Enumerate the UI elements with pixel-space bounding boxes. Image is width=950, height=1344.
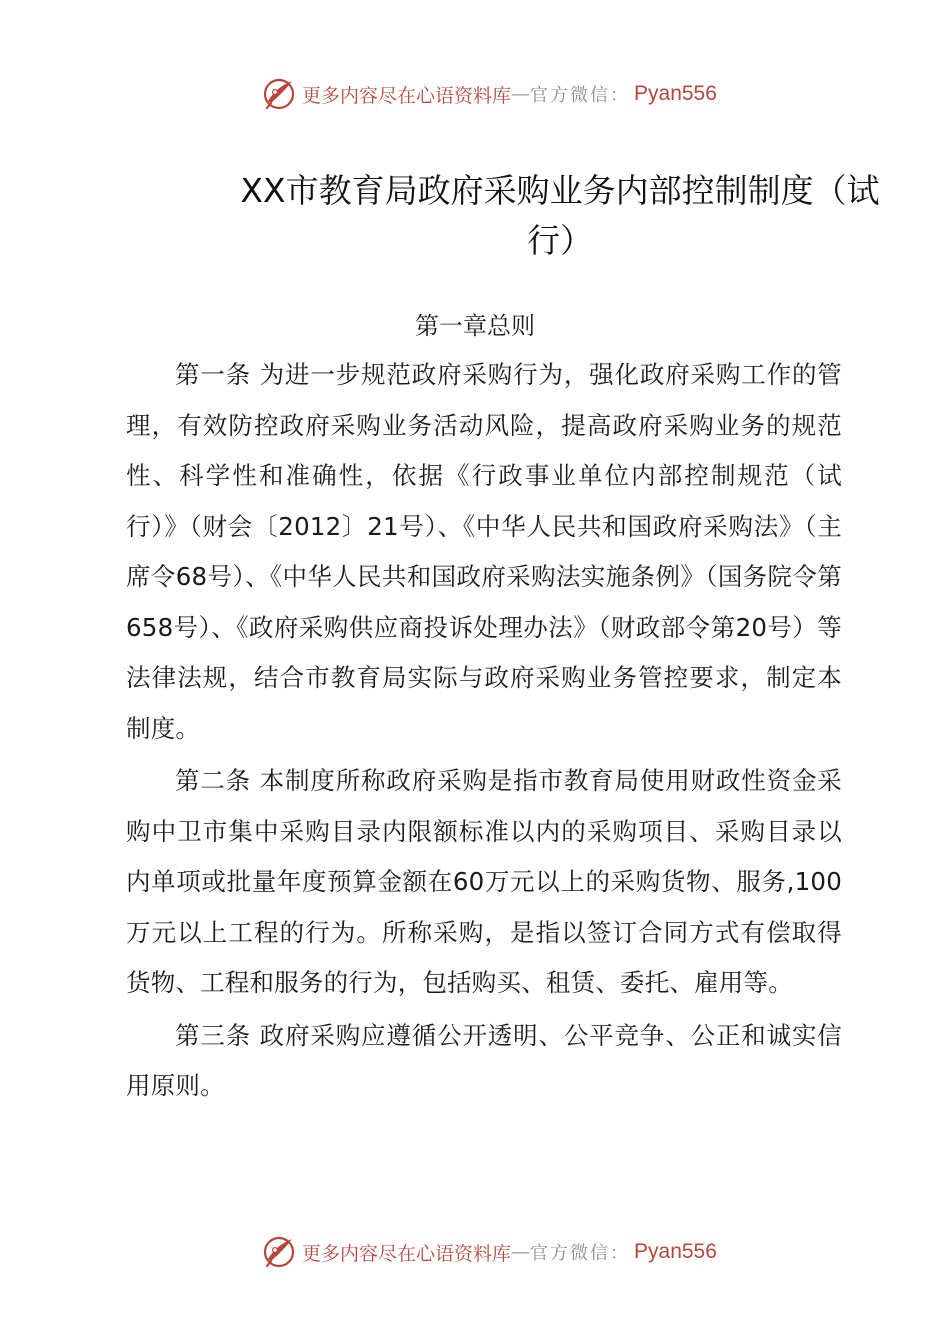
document-title: XX市教育局政府采购业务内部控制制度（试行）	[240, 171, 880, 260]
quill-leaf-logo-icon	[262, 1235, 296, 1269]
article-paragraph-3: 第三条 政府采购应遵循公开透明、公平竞争、公正和诚实信用原则。	[126, 1020, 842, 1100]
article-paragraph-2: 第二条 本制度所称政府采购是指市教育局使用财政性资金采购中卫市集中采购目录内限额标准以内的采购项目、采购目录以内单项或批量年度预算金额在60万元以上的采购货物、服务,100万元以上工程的行为。所称采购，是指以签订合同方式有偿取得货物、工程和服务的行为，包括购买、租赁、委托、雇用等。	[126, 766, 842, 997]
watermark-wechat-label: 官方微信：	[530, 85, 631, 106]
article-paragraph-1: 第一条 为进一步规范政府采购行为，强化政府采购工作的管理，有效防控政府采购业务活动风险，提高政府采购业务的规范性、科学性和准确性，依据《行政事业单位内部控制规范（试行）》（财会〔2012〕21号）、《中华人民共和国政府采购法》（主席令68号）、《中华人民共和国政府采购法实施条例》（国务院令第658号）、《政府采购供应商投诉处理办法》（财政部令第20号）等法律法规，结合市教育局实际与政府采购业务管控要求，制定本制度。	[126, 360, 842, 743]
watermark-wechat-id: Pyan556	[634, 82, 717, 105]
watermark-wechat-id: Pyan556	[634, 1240, 717, 1263]
chapter-heading: 第一章总则	[415, 312, 535, 340]
header-watermark	[262, 76, 717, 112]
watermark-site-text: 更多内容尽在心语资料库	[302, 1242, 512, 1265]
watermark-site-text: 更多内容尽在心语资料库	[302, 84, 512, 107]
watermark-separator: —	[511, 1241, 531, 1263]
watermark-wechat-label: 官方微信：	[530, 1243, 631, 1264]
watermark-separator: —	[511, 83, 531, 105]
quill-leaf-logo-icon	[262, 77, 296, 111]
footer-watermark	[262, 1234, 717, 1270]
document-body	[126, 350, 842, 1114]
